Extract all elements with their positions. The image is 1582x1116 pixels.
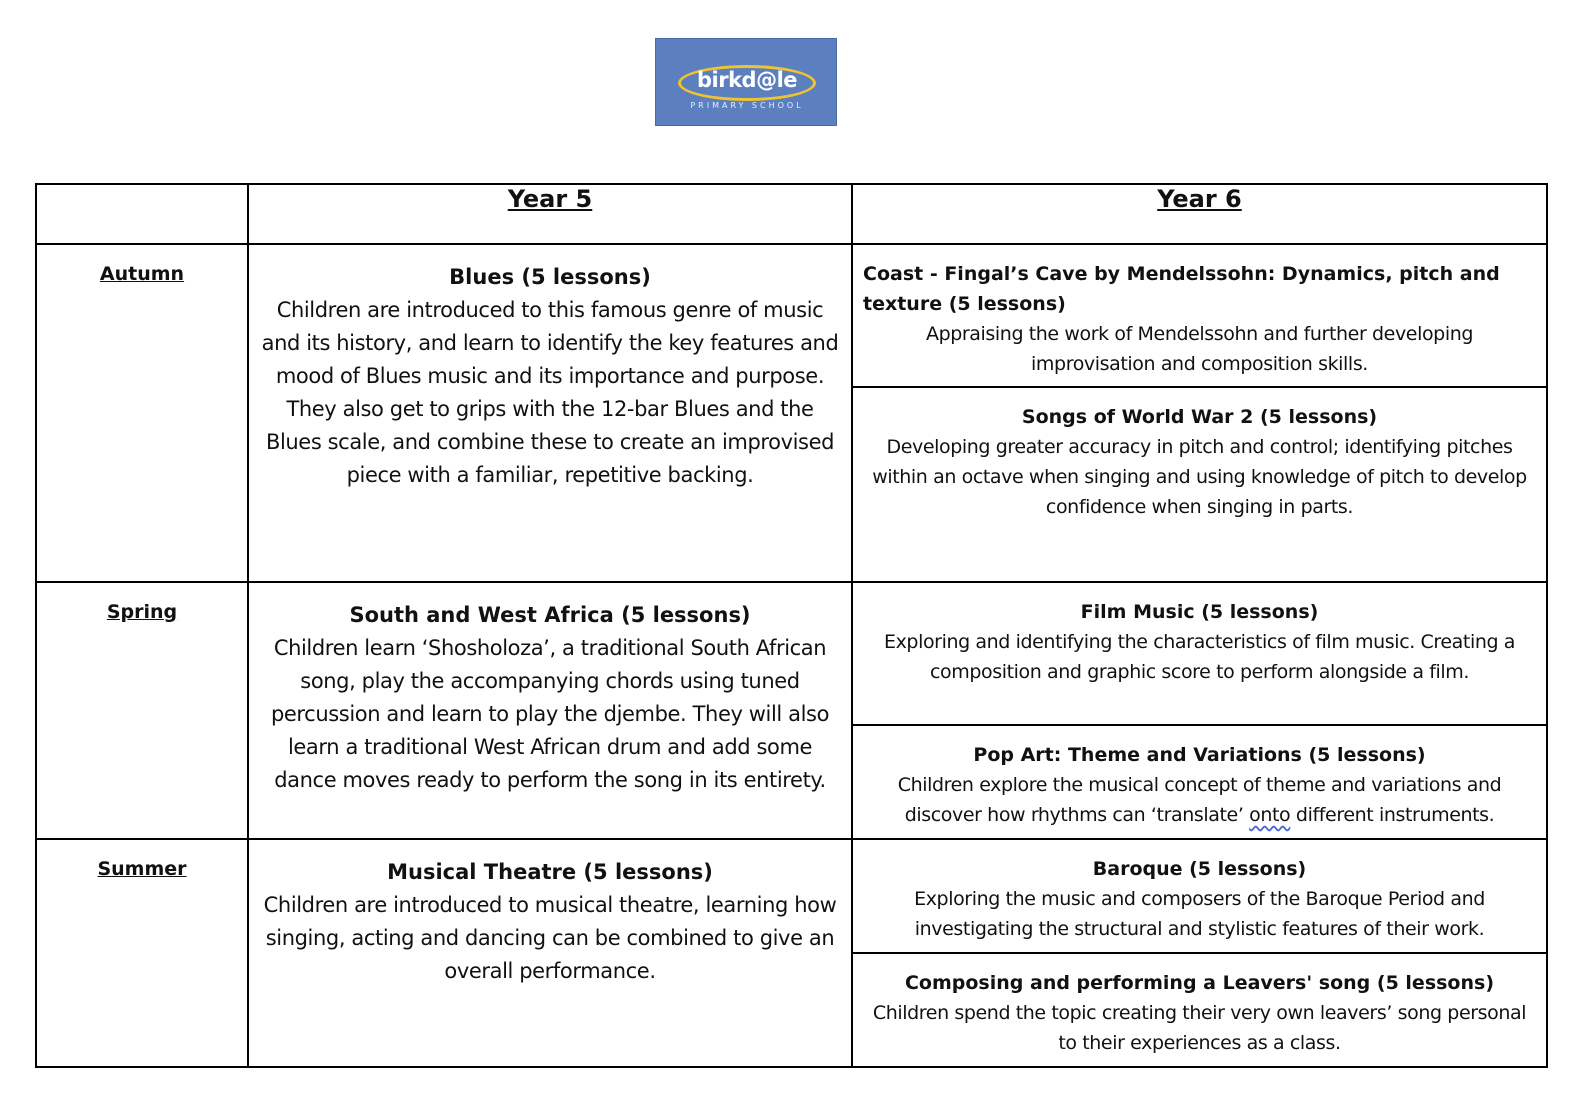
- topic-description: Appraising the work of Mendelssohn and further developing improvisation and composition skills.: [925, 323, 1474, 375]
- logo-subtitle: PRIMARY SCHOOL: [690, 101, 804, 110]
- topic-description: Children are introduced to this famous genre of music and its history, and learn to identify the key features and mood of Blues music and its importance and purpose. They also get to grips with the 12-bar Blues and the Blues scale, and combine these to create an improvised piece with a familiar, repetitive backing.: [261, 298, 839, 487]
- logo-name: birkd@le: [696, 68, 798, 92]
- topic-description: [863, 770, 1536, 830]
- year5-cell: [248, 582, 852, 839]
- corner-cell: [36, 184, 248, 244]
- topic-title: Pop Art: Theme and Variations (5 lessons): [973, 744, 1426, 766]
- term-label: Spring: [106, 601, 178, 623]
- topic-title: Songs of World War 2 (5 lessons): [1021, 406, 1378, 428]
- topic-description: Children spend the topic creating their very own leavers’ song personal to their experiences as a class.: [872, 1002, 1527, 1054]
- year5-cell: [248, 244, 852, 582]
- topic-title: Coast - Fingal’s Cave by Mendelssohn: Dynamics, pitch and texture (5 lessons): [863, 263, 1500, 315]
- term-row-summer: [36, 839, 1547, 1067]
- term-cell: [36, 244, 248, 582]
- term-row-autumn: [36, 244, 1547, 582]
- year6-cell: [852, 839, 1547, 1067]
- year6-topic: [853, 386, 1546, 530]
- year6-topic: [853, 840, 1546, 952]
- topic-title: Blues (5 lessons): [449, 265, 651, 289]
- school-logo: [655, 38, 837, 126]
- topic-title: South and West Africa (5 lessons): [349, 603, 751, 627]
- topic-description: Children are introduced to musical theatre, learning how singing, acting and dancing can be combined to give an overall performance.: [263, 893, 837, 983]
- topic-title: Musical Theatre (5 lessons): [387, 860, 713, 884]
- term-cell: [36, 839, 248, 1067]
- desc-text: different instruments.: [1290, 804, 1495, 826]
- desc-text: Children explore the musical concept of theme and variations and discover how rhythms can ‘translate’: [897, 774, 1502, 826]
- topic-title: Film Music (5 lessons): [1080, 601, 1319, 623]
- term-label: Autumn: [99, 263, 185, 285]
- term-row-spring: [36, 582, 1547, 839]
- topic-description: Exploring and identifying the characteristics of film music. Creating a composition and graphic score to perform alongside a film.: [883, 631, 1516, 683]
- term-label: Summer: [97, 858, 187, 880]
- topic-description: Developing greater accuracy in pitch and control; identifying pitches within an octave when singing and using knowledge of pitch to develop confidence when singing in parts.: [872, 436, 1527, 518]
- topic-title: Baroque (5 lessons): [1092, 858, 1307, 880]
- topic-description: Exploring the music and composers of the Baroque Period and investigating the structural and stylistic features of their work.: [914, 888, 1485, 940]
- year5-header: Year 5: [248, 184, 852, 244]
- year5-cell: [248, 839, 852, 1067]
- term-cell: [36, 582, 248, 839]
- year6-topic: [853, 583, 1546, 724]
- year6-cell: [852, 244, 1547, 582]
- music-curriculum-table: [35, 183, 1548, 1068]
- spellcheck-flagged-word: onto: [1249, 804, 1291, 826]
- year6-topic: [853, 245, 1546, 386]
- header-row: [36, 184, 1547, 244]
- year6-topic: [853, 952, 1546, 1066]
- year6-cell: [852, 582, 1547, 839]
- year6-topic: [853, 724, 1546, 838]
- topic-description: Children learn ‘Shosholoza’, a traditional South African song, play the accompanying chords using tuned percussion and learn to play the djembe. They will also learn a traditional West African drum and add some dance moves ready to perform the song in its entirety.: [270, 636, 830, 792]
- year6-header: Year 6: [852, 184, 1547, 244]
- topic-title: Composing and performing a Leavers' song (5 lessons): [904, 972, 1495, 994]
